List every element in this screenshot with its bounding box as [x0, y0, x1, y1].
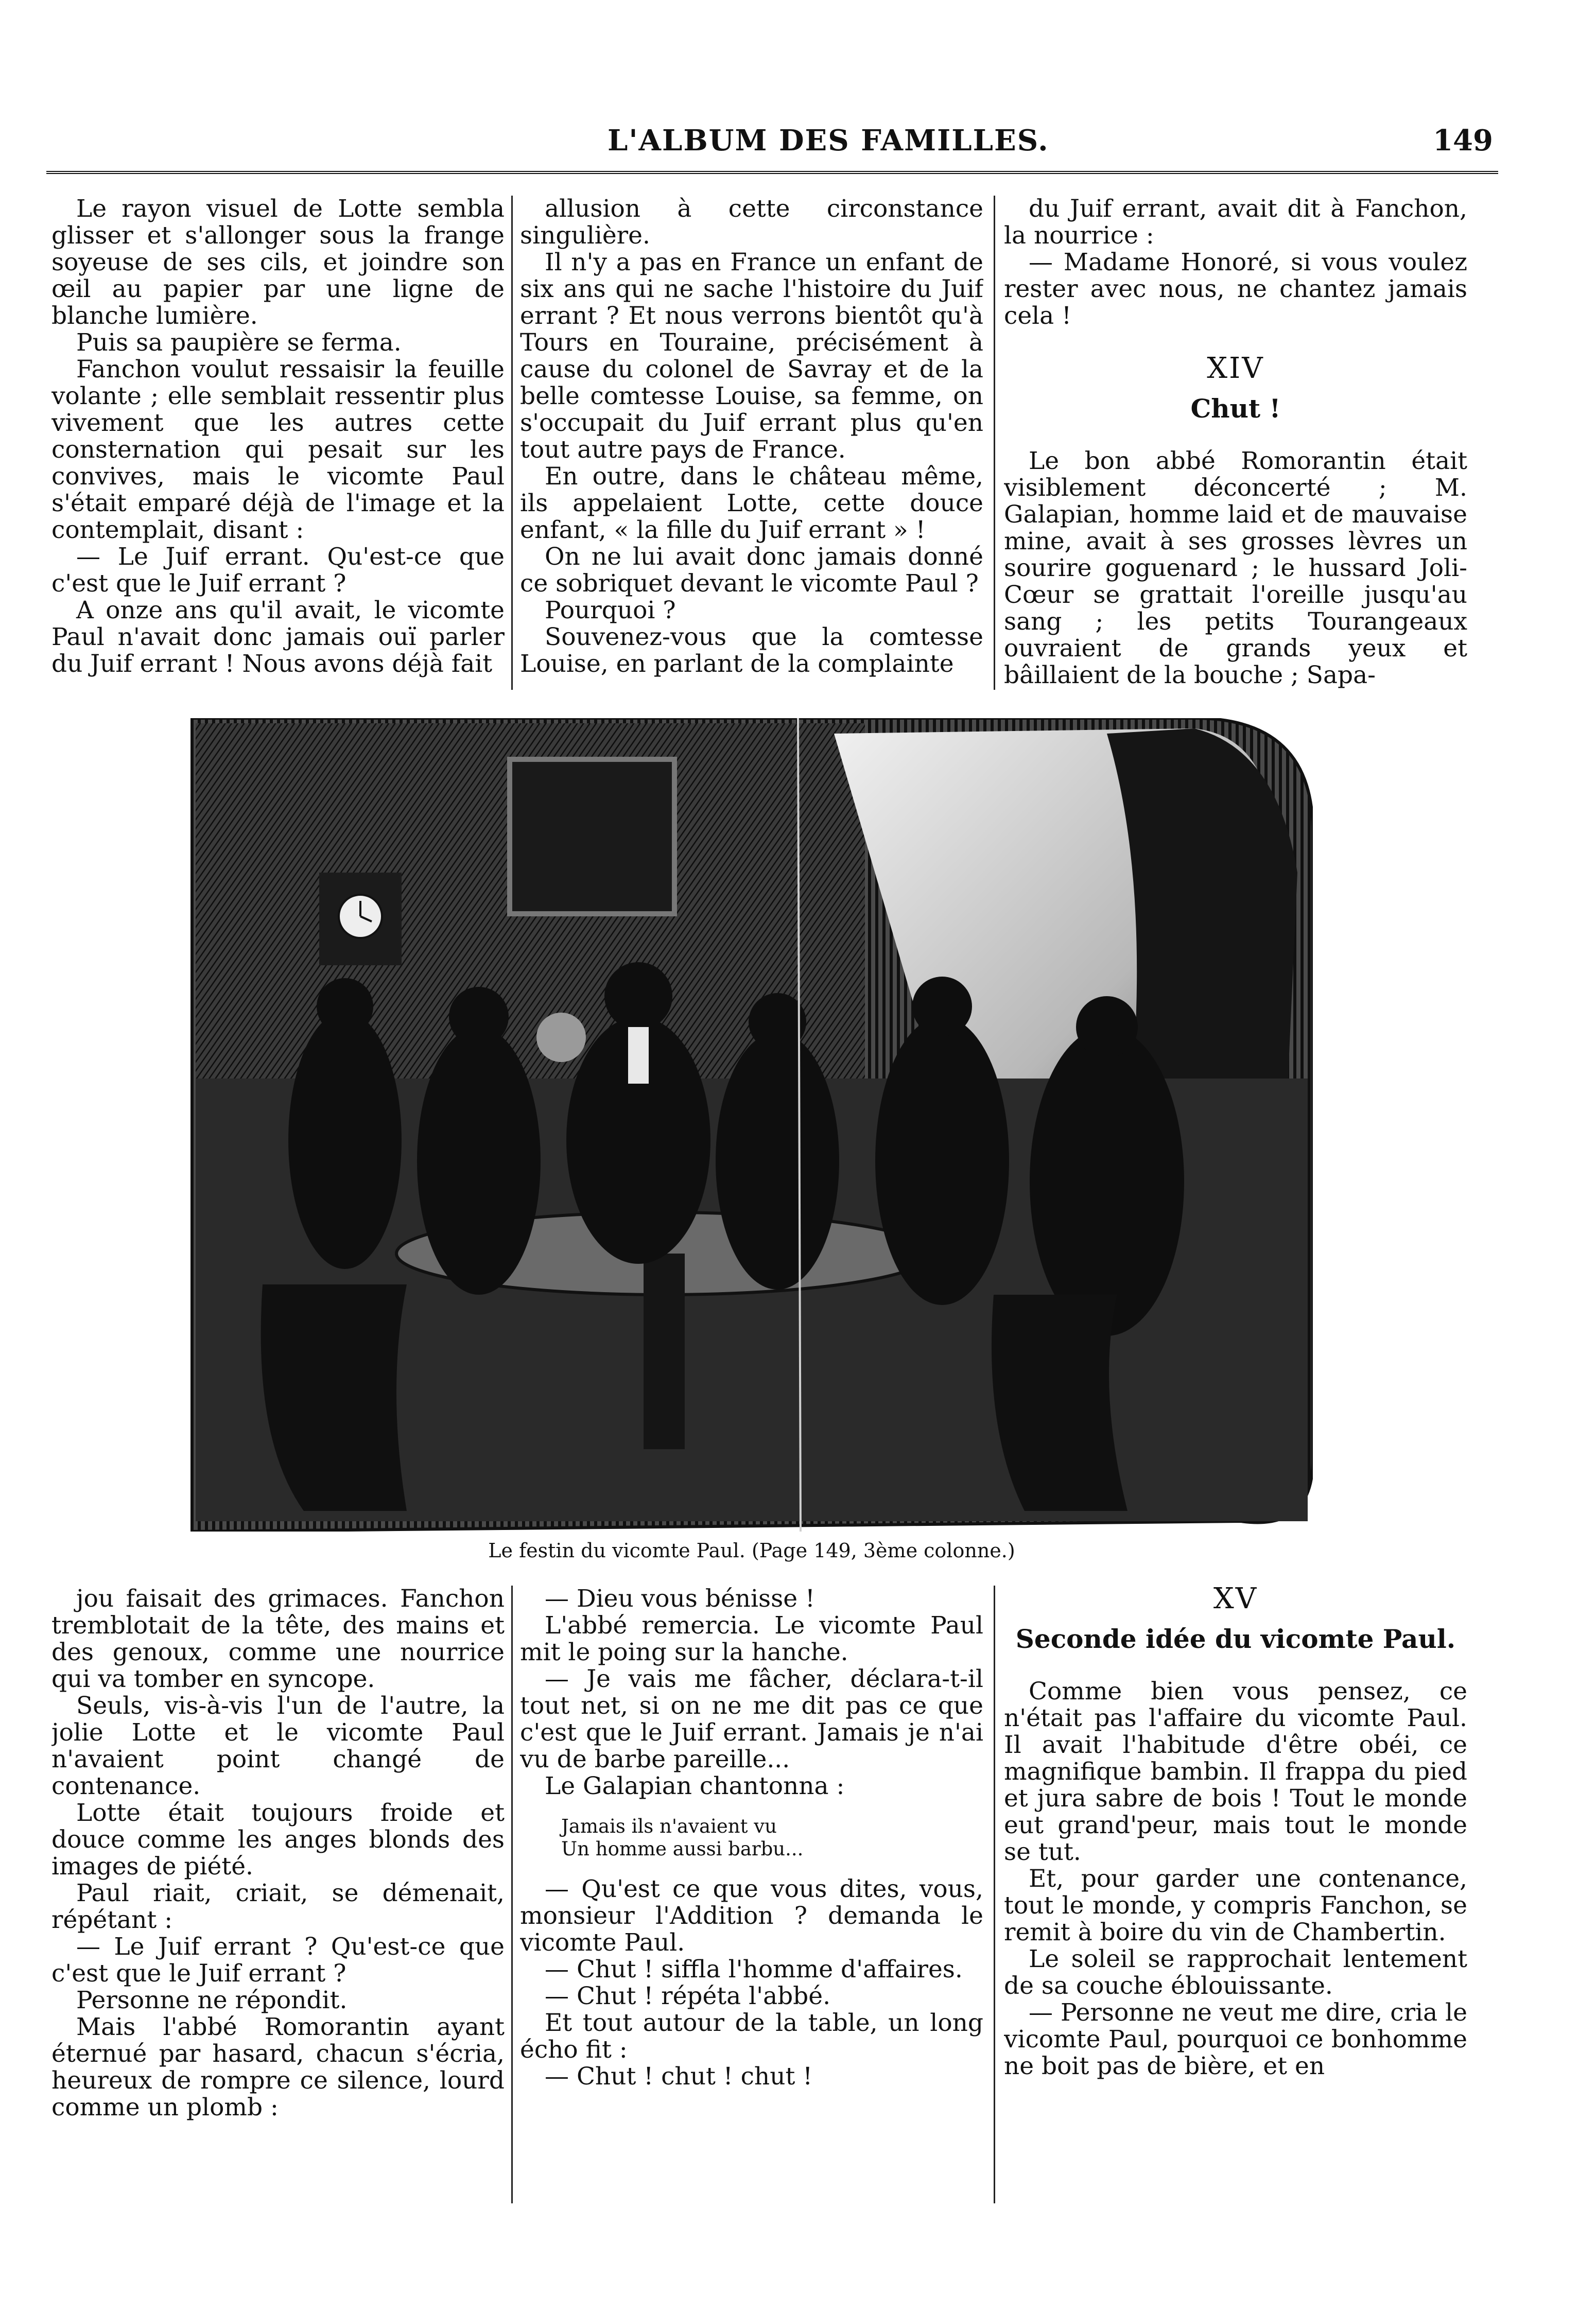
paragraph: — Je vais me fâcher, déclara-t-il tout net, si on ne me dit pas ce que c'est que le Juif errant. Jamais je n'ai vu de barbe pareille... — [520, 1665, 983, 1773]
paragraph: — Personne ne veut me dire, cria le vicomte Paul, pourquoi ce bonhomme ne boit pas de bière, et en — [1004, 1998, 1467, 2080]
column-rule — [511, 196, 513, 690]
paragraph: Et tout autour de la table, un long écho fit : — [520, 2009, 983, 2064]
top-column-2 — [520, 196, 983, 690]
song-line: Un homme aussi barbu... — [561, 1838, 804, 1860]
paragraph: Personne ne répondit. — [76, 1986, 348, 2014]
paragraph: Le rayon visuel de Lotte sembla glisser et s'allonger sous la frange soyeuse de ses cils, et joindre son œil au papier par une ligne de blanche lumière. — [51, 196, 505, 330]
song-verse — [561, 1815, 983, 1860]
paragraph: Fanchon voulut ressaisir la feuille volante ; elle semblait ressentir plus vivement que les autres cette consternation qui pesait sur les convives, mais le vicomte Paul s'était emparé déjà de l'image et la contemplait, disant : — [51, 355, 505, 544]
paragraph: Le Galapian chantonna : — [545, 1772, 845, 1800]
paragraph: Il n'y a pas en France un enfant de six ans qui ne sache l'histoire du Juif errant ? Et nous verrons bientôt qu'à Tours en Touraine, précisément à cause du colonel de Savray et de la belle comtesse Louise, sa femme, on s'occupait du Juif errant plus qu'en tout autre pays de France. — [520, 248, 983, 464]
column-rule — [511, 1586, 513, 2203]
paragraph: L'abbé remercia. Le vicomte Paul mit le poing sur la hanche. — [520, 1611, 983, 1666]
paragraph: Seuls, vis-à-vis l'un de l'autre, la jolie Lotte et le vicomte Paul n'avaient point changé de contenance. — [51, 1692, 505, 1800]
paragraph: Pourquoi ? — [545, 596, 676, 624]
wall-painting — [510, 759, 674, 914]
paragraph: Souvenez-vous que la comtesse Louise, en parlant de la complainte — [520, 623, 983, 678]
song-line: Jamais ils n'avaient vu — [561, 1815, 777, 1837]
paragraph: Puis sa paupière se ferma. — [76, 328, 402, 357]
paragraph: Lotte était toujours froide et douce comme les anges blonds des images de piété. — [51, 1799, 505, 1881]
paragraph: allusion à cette circonstance singulière. — [520, 196, 983, 250]
running-title: L'ALBUM DES FAMILLES. — [608, 124, 1049, 158]
chapter-title: Chut ! — [1190, 393, 1281, 424]
chapter-title: Seconde idée du vicomte Paul. — [1015, 1624, 1456, 1654]
paragraph: En outre, dans le château même, ils appelaient Lotte, cette douce enfant, « la fille du Juif errant » ! — [520, 462, 983, 544]
paragraph: — Chut ! siffla l'homme d'affaires. — [545, 1955, 963, 1984]
paragraph: Mais l'abbé Romorantin ayant éternué par hasard, chacun s'écria, heureux de rompre ce silence, lourd comme un plomb : — [51, 2013, 505, 2121]
paragraph: du Juif errant, avait dit à Fanchon, la nourrice : — [1004, 196, 1467, 250]
page-header — [51, 124, 1493, 160]
paragraph: — Chut ! chut ! chut ! — [545, 2062, 813, 2091]
paragraph: Comme bien vous pensez, ce n'était pas l'affaire du vicomte Paul. Il avait l'habitude d'être obéi, ce magnifique bambin. Il frappa du pied et jura sabre de bois ! Tout le monde eut grand'peur, mais tout le monde se tut. — [1004, 1677, 1467, 1866]
paragraph: — Madame Honoré, si vous voulez rester avec nous, ne chantez jamais cela ! — [1004, 248, 1467, 330]
paragraph: Le bon abbé Romorantin était visiblement déconcerté ; M. Galapian, homme laid et de mauvaise mine, avait à ses grosses lèvres un sourire goguenard ; le hussard Joli-Cœur se grattait l'oreille jusqu'au sang ; les petits Tourangeaux ouvraient de grands yeux et bâillaient de la bouche ; Sapa- — [1004, 447, 1467, 689]
paragraph: — Chut ! répéta l'abbé. — [545, 1982, 831, 2010]
top-column-1 — [51, 196, 505, 690]
page-number: 149 — [1433, 124, 1493, 158]
paragraph: jou faisait des grimaces. Fanchon tremblotait de la tête, des mains et des genoux, comme une nourrice qui va tomber en syncope. — [51, 1586, 505, 1693]
paragraph: Et, pour garder une contenance, tout le monde, y compris Fanchon, se remit à boire du vin de Chambertin. — [1004, 1865, 1467, 1946]
illustration-caption: Le festin du vicomte Paul. (Page 149, 3ème colonne.) — [488, 1539, 1015, 1562]
chapter-number: XV — [1213, 1586, 1258, 1615]
paragraph: — Dieu vous bénisse ! — [545, 1586, 815, 1613]
chapter-number: XIV — [1207, 352, 1264, 385]
paragraph: Le soleil se rapprochait lentement de sa couche éblouissante. — [1004, 1945, 1467, 2000]
paragraph: — Le Juif errant. Qu'est-ce que c'est que le Juif errant ? — [51, 543, 505, 598]
bottom-column-3 — [1004, 1586, 1467, 2203]
engraving-illustration — [190, 718, 1313, 1532]
column-rule — [994, 196, 995, 690]
bottom-column-2 — [520, 1586, 983, 2203]
paragraph: — Qu'est ce que vous dites, vous, monsieur l'Addition ? demanda le vicomte Paul. — [520, 1875, 983, 1957]
column-rule — [994, 1586, 995, 2203]
paragraph: Paul riait, criait, se démenait, répétant : — [51, 1879, 505, 1934]
paragraph: A onze ans qu'il avait, le vicomte Paul n'avait donc jamais ouï parler du Juif errant ! Nous avons déjà fait — [51, 596, 505, 678]
bottom-column-1 — [51, 1586, 505, 2203]
paragraph: On ne lui avait donc jamais donné ce sobriquet devant le vicomte Paul ? — [520, 543, 983, 598]
paragraph: — Le Juif errant ? Qu'est-ce que c'est que le Juif errant ? — [51, 1933, 505, 1988]
top-column-3 — [1004, 196, 1467, 690]
header-rule — [46, 171, 1498, 174]
